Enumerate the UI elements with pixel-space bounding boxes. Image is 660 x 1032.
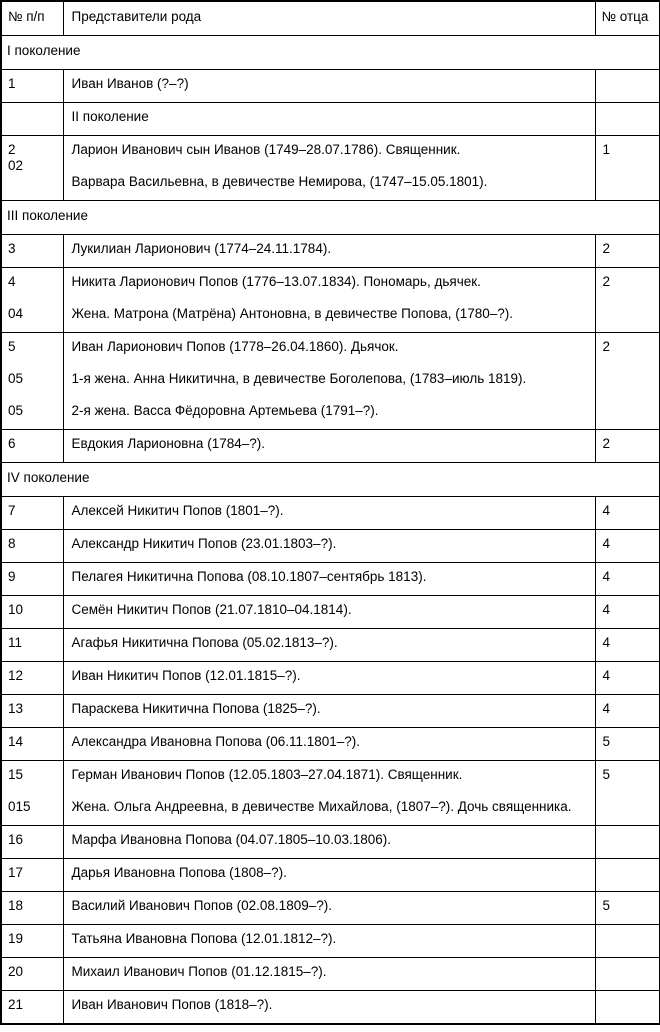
person-number-cell: [1, 629, 63, 662]
father-number: 2: [602, 241, 611, 256]
blank-line: [72, 355, 589, 371]
table-row: [1, 333, 660, 430]
person-number: 1: [8, 76, 16, 91]
person-number-cell: [1, 728, 63, 761]
person-number-cell: [1, 761, 63, 826]
person-number-cell: [1, 268, 63, 333]
person-number-cell: [1, 925, 63, 958]
person-number: 11: [8, 635, 23, 650]
table-row: [1, 695, 660, 728]
column-header-father-number: [595, 1, 660, 36]
person-description: Иван Ларионович Попов (1778–26.04.1860). Дьячок.: [71, 339, 399, 354]
person-number-cell: [1, 497, 63, 530]
person-number-cell: [1, 136, 63, 201]
father-number-cell: [595, 728, 660, 761]
person-number-cell: [1, 530, 63, 563]
person-number: 21: [8, 997, 24, 1012]
person-description: Жена. Матрона (Матрёна) Антоновна, в девичестве Попова, (1780–?).: [71, 306, 514, 321]
father-number-cell: [595, 268, 660, 333]
generation-section-row: [1, 103, 660, 136]
person-number-cell: [1, 991, 63, 1025]
person-description: 1-я жена. Анна Никитична, в девичестве Боголепова, (1783–июль 1819).: [71, 371, 527, 386]
blank-line: [72, 158, 589, 174]
father-number: 1: [602, 142, 611, 157]
father-number: 4: [602, 536, 611, 551]
genealogy-table-body: [1, 1, 660, 1024]
father-number-cell: [595, 563, 660, 596]
person-description-cell: [63, 235, 595, 268]
column-header-representatives: [63, 1, 595, 36]
blank-line: [8, 783, 60, 799]
person-description: Лукилиан Ларионович (1774–24.11.1784).: [71, 241, 332, 256]
person-number-cell: [1, 662, 63, 695]
person-number-cell: [1, 235, 63, 268]
person-number: 6: [8, 436, 16, 451]
father-number-cell: [595, 958, 660, 991]
father-number: 4: [602, 602, 611, 617]
blank-line: [8, 355, 60, 371]
person-number: 12: [8, 668, 24, 683]
person-description-cell: [63, 892, 595, 925]
person-description: Агафья Никитична Попова (05.02.1813–?).: [71, 635, 338, 650]
person-number: 10: [8, 602, 24, 617]
person-description-cell: [63, 563, 595, 596]
person-description-cell: [63, 826, 595, 859]
blank-line: [72, 783, 589, 799]
father-number-cell: [595, 662, 660, 695]
father-number: 4: [602, 635, 611, 650]
person-description-cell: [63, 695, 595, 728]
table-row: [1, 430, 660, 463]
person-number: 14: [8, 734, 24, 749]
person-number-cell: [1, 70, 63, 103]
father-number: 2: [602, 436, 611, 451]
generation-section-row: [1, 463, 660, 497]
table-row: [1, 563, 660, 596]
person-description-cell: [63, 136, 595, 201]
father-number-cell: [595, 596, 660, 629]
person-description: Василий Иванович Попов (02.08.1809–?).: [71, 898, 332, 913]
empty-father-cell: [595, 103, 660, 136]
person-description: Семён Никитич Попов (21.07.1810–04.1814).: [71, 602, 352, 617]
generation-section-label: II поколение: [71, 109, 149, 124]
column-header-number: [1, 1, 63, 36]
person-number-cell: [1, 333, 63, 430]
father-number-cell: [595, 70, 660, 103]
person-number: 5: [8, 339, 16, 354]
person-number-cell: [1, 430, 63, 463]
father-number: 4: [602, 701, 611, 716]
person-description: Александр Никитич Попов (23.01.1803–?).: [71, 536, 337, 551]
person-description: Никита Ларионович Попов (1776–13.07.1834). Пономарь, дьячек.: [71, 274, 481, 289]
person-description-cell: [63, 596, 595, 629]
person-description: 2-я жена. Васса Фёдоровна Артемьева (1791–?).: [71, 403, 379, 418]
father-number-cell: [595, 629, 660, 662]
father-number: 2: [602, 339, 611, 354]
person-number: 16: [8, 832, 24, 847]
father-number-cell: [595, 991, 660, 1025]
person-description: Ларион Иванович сын Иванов (1749–28.07.1786). Священник.: [71, 142, 461, 157]
person-number: 17: [8, 865, 24, 880]
person-number: 9: [8, 569, 16, 584]
person-description: Пелагея Никитична Попова (08.10.1807–сентябрь 1813).: [71, 569, 427, 584]
person-description-cell: [63, 333, 595, 430]
person-number: 2: [8, 142, 16, 157]
person-description: Марфа Ивановна Попова (04.07.1805–10.03.1806).: [71, 832, 392, 847]
table-row: [1, 991, 660, 1025]
person-number: 20: [8, 964, 24, 979]
person-description: Варвара Васильевна, в девичестве Немирова, (1747–15.05.1801).: [71, 174, 488, 189]
person-description-cell: [63, 958, 595, 991]
person-number-cell: [1, 958, 63, 991]
person-description-cell: [63, 859, 595, 892]
person-description: Герман Иванович Попов (12.05.1803–27.04.1871). Священник.: [71, 767, 463, 782]
person-number: 04: [8, 306, 24, 321]
generation-section-label: IV поколение: [7, 470, 90, 485]
table-row: [1, 596, 660, 629]
table-row: [1, 70, 660, 103]
person-description: Евдокия Ларионовна (1784–?).: [71, 436, 265, 451]
table-row: [1, 136, 660, 201]
father-number: 4: [602, 569, 611, 584]
table-row: [1, 629, 660, 662]
generation-section-row: [1, 36, 660, 70]
father-number-cell: [595, 859, 660, 892]
column-header-label: № п/п: [8, 9, 45, 24]
person-number: 4: [8, 274, 16, 289]
father-number: 4: [602, 668, 611, 683]
column-header-label: Представители рода: [71, 9, 202, 24]
father-number-cell: [595, 497, 660, 530]
father-number: 2: [602, 274, 611, 289]
blank-line: [8, 290, 60, 306]
person-number: 15: [8, 767, 24, 782]
father-number-cell: [595, 826, 660, 859]
person-number: 13: [8, 701, 24, 716]
person-number: 18: [8, 898, 24, 913]
father-number-cell: [595, 761, 660, 826]
table-row: [1, 859, 660, 892]
person-description-cell: [63, 629, 595, 662]
blank-line: [72, 290, 589, 306]
person-number: 3: [8, 241, 16, 256]
table-row: [1, 728, 660, 761]
empty-number-cell: [1, 103, 63, 136]
person-number: 05: [8, 371, 24, 386]
blank-line: [72, 387, 589, 403]
table-row: [1, 826, 660, 859]
father-number: 5: [602, 898, 611, 913]
person-description-cell: [63, 662, 595, 695]
person-description: Жена. Ольга Андреевна, в девичестве Михайлова, (1807–?). Дочь священника.: [71, 799, 572, 814]
person-description-cell: [63, 268, 595, 333]
father-number: 5: [602, 767, 611, 782]
father-number-cell: [595, 530, 660, 563]
person-description: Иван Иванович Попов (1818–?).: [71, 997, 273, 1012]
person-description-cell: [63, 530, 595, 563]
father-number: 5: [602, 734, 611, 749]
person-number: 015: [8, 799, 31, 814]
person-description: Параскева Никитична Попова (1825–?).: [71, 701, 321, 716]
table-row: [1, 235, 660, 268]
person-number-cell: [1, 596, 63, 629]
person-description: Иван Никитич Попов (12.01.1815–?).: [71, 668, 301, 683]
generation-section-cell: [1, 36, 660, 70]
person-description: Александра Ивановна Попова (06.11.1801–?).: [71, 734, 361, 749]
father-number-cell: [595, 925, 660, 958]
generation-section-cell: [1, 201, 660, 235]
person-description: Иван Иванов (?–?): [71, 76, 189, 91]
person-description-cell: [63, 430, 595, 463]
table-row: [1, 958, 660, 991]
column-header-label: № отца: [601, 9, 649, 24]
father-number-cell: [595, 235, 660, 268]
father-number-cell: [595, 892, 660, 925]
father-number: 4: [602, 503, 611, 518]
generation-section-cell: [63, 103, 595, 136]
person-description: Дарья Ивановна Попова (1808–?).: [71, 865, 287, 880]
person-number: 19: [8, 931, 24, 946]
person-description-cell: [63, 70, 595, 103]
person-number-cell: [1, 695, 63, 728]
person-description: Татьяна Ивановна Попова (12.01.1812–?).: [71, 931, 337, 946]
table-row: [1, 662, 660, 695]
person-number: 8: [8, 536, 16, 551]
generation-section-label: III поколение: [7, 208, 88, 223]
person-description-cell: [63, 991, 595, 1025]
table-row: [1, 497, 660, 530]
person-number-cell: [1, 563, 63, 596]
father-number-cell: [595, 430, 660, 463]
father-number-cell: [595, 333, 660, 430]
person-description-cell: [63, 497, 595, 530]
person-description-cell: [63, 925, 595, 958]
generation-section-row: [1, 201, 660, 235]
blank-line: [8, 387, 60, 403]
person-description-cell: [63, 761, 595, 826]
person-description: Алексей Никитич Попов (1801–?).: [71, 503, 284, 518]
person-number-cell: [1, 859, 63, 892]
table-row: [1, 925, 660, 958]
father-number-cell: [595, 136, 660, 201]
person-description: Михаил Иванович Попов (01.12.1815–?).: [71, 964, 327, 979]
table-row: [1, 530, 660, 563]
person-number: 7: [8, 503, 16, 518]
table-row: [1, 268, 660, 333]
table-row: [1, 761, 660, 826]
person-number-cell: [1, 826, 63, 859]
father-number-cell: [595, 695, 660, 728]
person-number: 05: [8, 403, 24, 418]
generation-section-cell: [1, 463, 660, 497]
person-number-cell: [1, 892, 63, 925]
table-header-row: [1, 1, 660, 36]
generation-section-label: I поколение: [7, 43, 81, 58]
table-row: [1, 892, 660, 925]
person-number: 02: [8, 158, 24, 173]
person-description-cell: [63, 728, 595, 761]
